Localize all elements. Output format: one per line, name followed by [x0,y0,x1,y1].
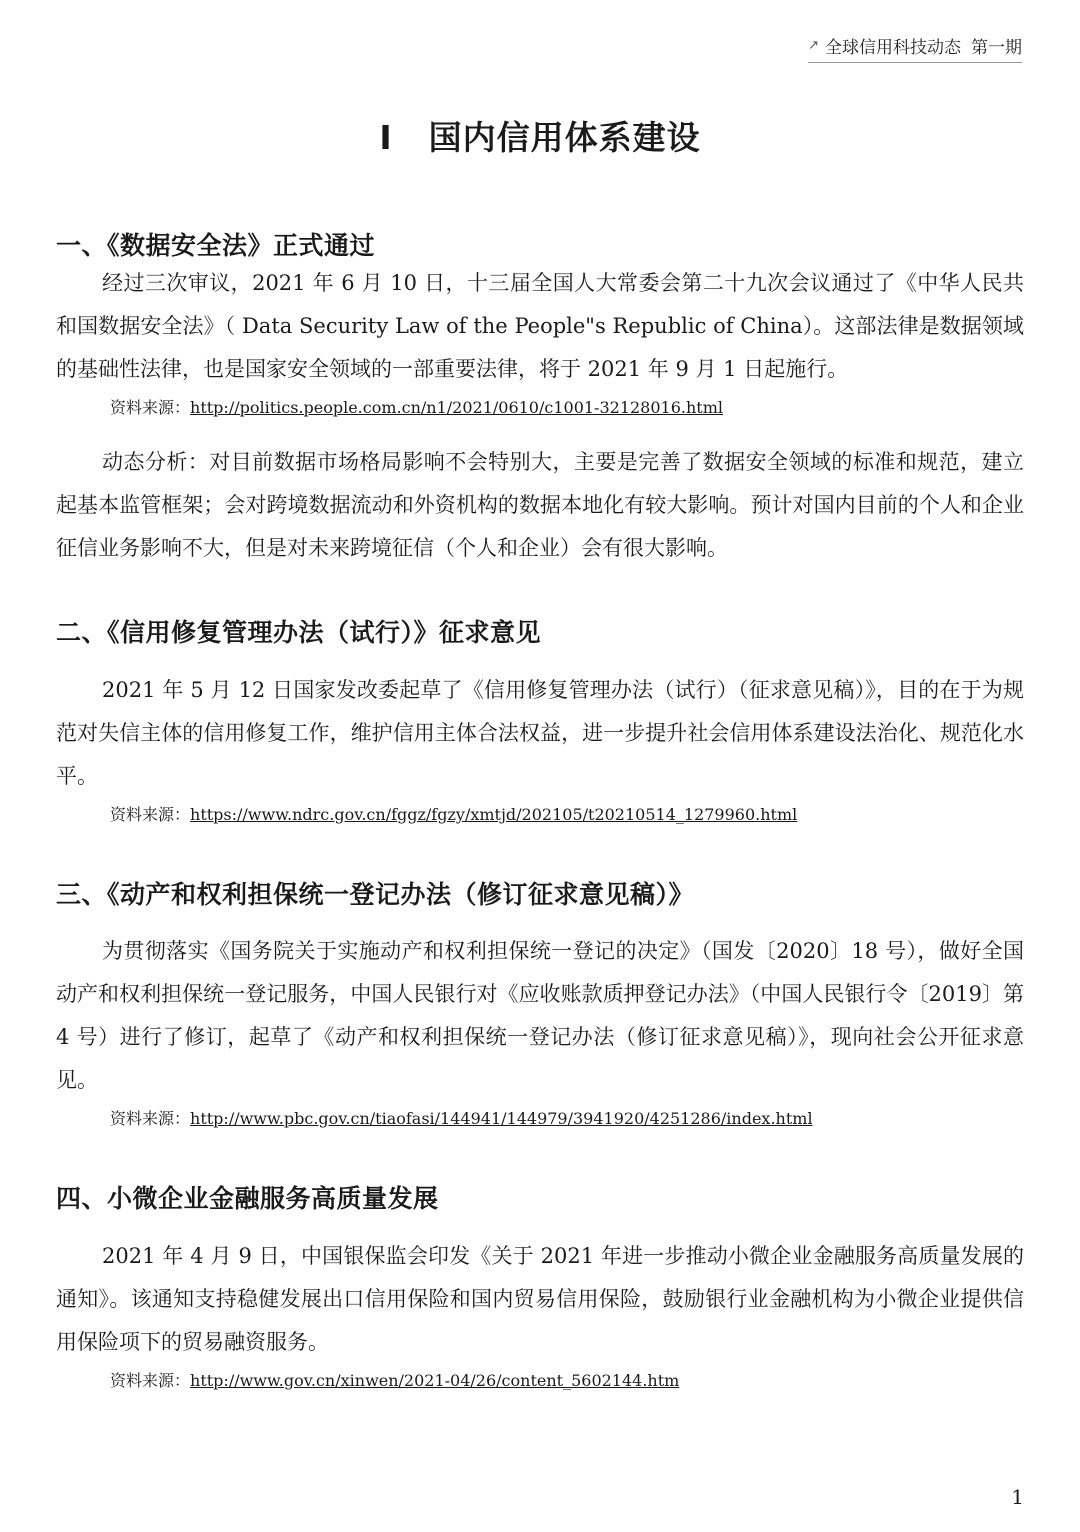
section-title-1: 一、《数据安全法》正式通过 [56,231,376,260]
section-2-paragraph: 2021 年 5 月 12 日国家发改委起草了《信用修复管理办法（试行）（征求意见稿）》，目的在于为规范对失信主体的信用修复工作，维护信用主体合法权益，进一步提升社会信用体系建设法治化、规范化水平。 [56,678,1024,788]
section-title-2: 二、《信用修复管理办法（试行）》征求意见 [56,618,542,647]
source-link[interactable]: https://www.ndrc.gov.cn/fggz/fgzy/xmtjd/202105/t20210514_1279960.html [190,805,798,824]
page-title-number: I [379,118,393,157]
page-title [0,112,1080,159]
source-label: 资料来源： [110,398,191,417]
header-issue: 第一期 [971,38,1022,58]
section-3-paragraph: 为贯彻落实《国务院关于实施动产和权利担保统一登记的决定》（国发〔2020〕18 号），做好全国动产和权利担保统一登记服务，中国人民银行对《应收账款质押登记办法》（中国人民银行令〔2019〕第 4 号）进行了修订，起草了《动产和权利担保统一登记办法（修订征求意见稿）》，现向社会公开征求意见。 [56,939,1024,1092]
section-3-source [110,1107,813,1131]
running-header [808,33,1022,63]
page-number: 1 [1011,1485,1024,1509]
section-1-source [110,396,723,420]
section-4-source [110,1369,679,1393]
section-2-source [110,803,797,827]
source-label: 资料来源： [110,1371,191,1390]
header-publication: 全球信用科技动态 [825,38,961,58]
source-label: 资料来源： [110,805,191,824]
page-title-text: 国内信用体系建设 [428,118,701,157]
arrow-icon: ↗ [808,38,819,53]
source-label: 资料来源： [110,1109,191,1128]
section-1-paragraph: 经过三次审议，2021 年 6 月 10 日，十三届全国人大常委会第二十九次会议通过了《中华人民共和国数据安全法》（ Data Security Law of the People"s Republic of China）。这部法律是数据领域的基础性法律，也是国家安全领域的一部重要法律，将于 2021 年 9 月 1 日起施行。 [56,271,1024,381]
section-title-4: 四、小微企业金融服务高质量发展 [56,1184,439,1213]
section-1-analysis: 动态分析：对目前数据市场格局影响不会特别大，主要是完善了数据安全领域的标准和规范，建立起基本监管框架；会对跨境数据流动和外资机构的数据本地化有较大影响。预计对国内目前的个人和企业征信业务影响不大，但是对未来跨境征信（个人和企业）会有很大影响。 [56,450,1024,560]
source-link[interactable]: http://www.gov.cn/xinwen/2021-04/26/content_5602144.htm [190,1371,680,1390]
section-title-3: 三、《动产和权利担保统一登记办法（修订征求意见稿）》 [56,880,695,909]
source-link[interactable]: http://politics.people.com.cn/n1/2021/0610/c1001-32128016.html [190,398,723,417]
section-4-paragraph: 2021 年 4 月 9 日，中国银保监会印发《关于 2021 年进一步推动小微企业金融服务高质量发展的通知》。该通知支持稳健发展出口信用保险和国内贸易信用保险，鼓励银行业金融机构为小微企业提供信用保险项下的贸易融资服务。 [56,1244,1024,1354]
source-link[interactable]: http://www.pbc.gov.cn/tiaofasi/144941/144979/3941920/4251286/index.html [190,1109,813,1128]
